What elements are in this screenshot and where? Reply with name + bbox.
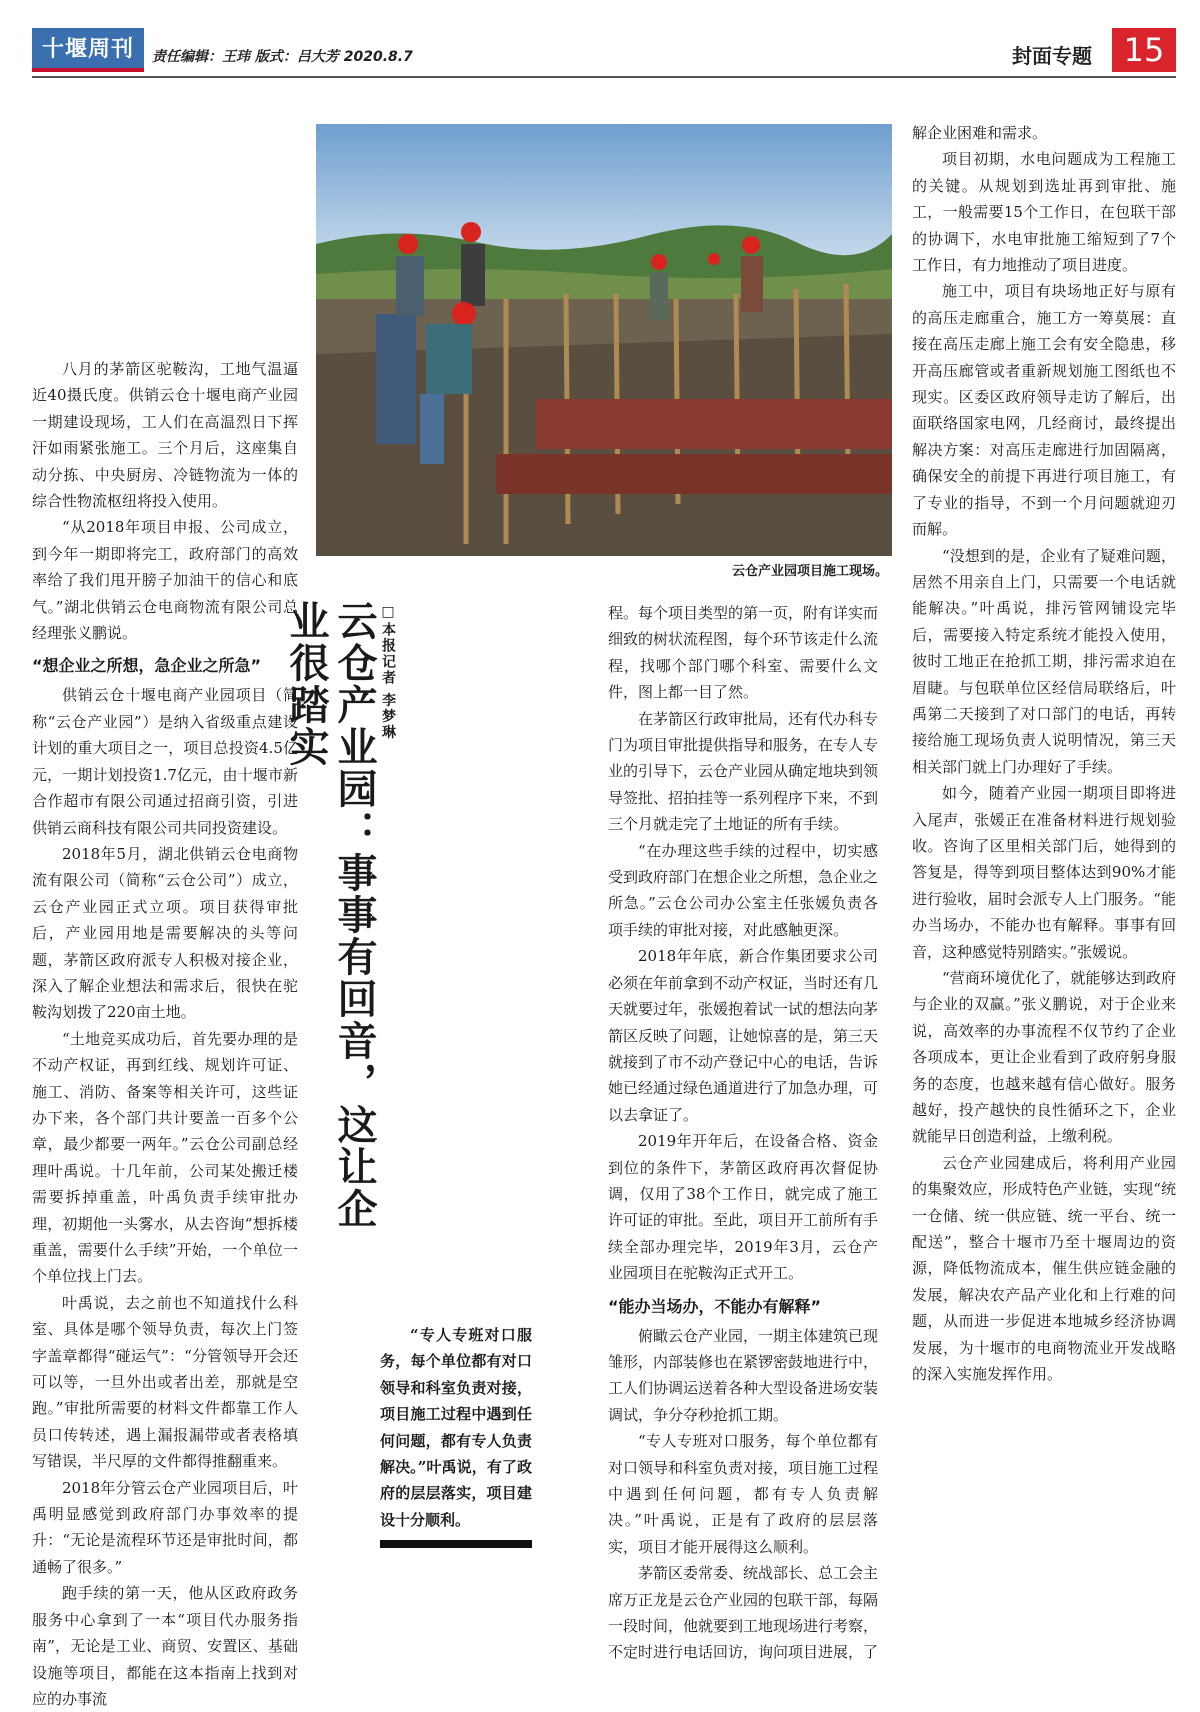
paragraph: “在办理这些手续的过程中，切实感受到政府部门在想企业之所想，急企业之所急。”云仓公司办公室主任张媛负责各项手续的审批对接，对此感触更深。 (608, 841, 879, 939)
paragraph: 供销云仓十堰电商产业园项目（简称“云仓产业园”）是纳入省级重点建设计划的重大项目之一，项目总投资4.5亿元，一期计划投资1.7亿元，由十堰市新合作超市有限公司通过招商引资，引进供销云商科技有限公司共同投资建设。 (32, 686, 298, 837)
pull-quote-bar (380, 1540, 532, 1548)
paragraph: “专人专班对口服务，每个单位都有对口领导和科室负责对接，项目施工过程中遇到任何问题，都有专人负责解决。”叶禹说，正是有了政府的层层落实，项目才能开展得这么顺利。 (608, 1432, 879, 1556)
article-column-3 (608, 600, 878, 1666)
paragraph: “营商环境优化了，就能够达到政府与企业的双赢。”张义鹏说，对于企业来说，高效率的办事流程不仅节约了企业各项成本，更让企业看到了政府躬身服务的态度，也越来越有信心做好。服务越好，投产越快的良性循环之下，企业就能早日创造利益，上缴利税。 (912, 969, 1176, 1146)
paragraph: 叶禹说，去之前也不知道找什么科室、具体是哪个领导负责，每次上门签字盖章都得“碰运气”：“分管领导开会还可以等，一旦外出或者出差，那就是空跑。”审批所需要的材料文件都靠工作人员口传转述，遇上漏报漏带或者表格填写错误，半尺厚的文件都得推翻重来。 (32, 1293, 298, 1471)
paragraph: 茅箭区委常委、统战部长、总工会主席万正龙是云仓产业园的包联干部，每隔一段时间，他就要到工地现场进行考察，不定时进行电话回访，询问项目进展，了 (608, 1564, 879, 1662)
paragraph: 程。每个项目类型的第一页，附有详实而细致的树状流程图，每个环节该走什么流程，找哪个部门哪个科室、需要什么文件，图上都一目了然。 (608, 604, 879, 702)
article-column-1 (32, 356, 298, 1712)
paragraph: 俯瞰云仓产业园，一期主体建筑已现雏形，内部装修也在紧锣密鼓地进行中，工人们协调运送着各种大型设备进场安装调试，争分夺秒抢抓工期。 (608, 1326, 879, 1424)
section-title: 封面专题 (1012, 44, 1092, 68)
paragraph: 项目初期，水电问题成为工程施工的关键。从规划到选址再到审批、施工，一般需要15个工作日，在包联干部的协调下，水电审批施工缩短到了7个工作日，有力地推动了项目进度。 (912, 150, 1176, 275)
subheading: “想企业之所想，急企业之所急” (32, 656, 262, 676)
paragraph: 2018年分管云仓产业园项目后，叶禹明显感觉到政府部门办事效率的提升：“无论是流程环节还是审批时间，都通畅了很多。” (32, 1478, 298, 1576)
headline: 云仓产业园：事事有回音，这让企业很踏实 (283, 600, 377, 1230)
paragraph: “土地竞买成功后，首先要办理的是不动产权证，再到红线、规划许可证、施工、消防、备案等相关许可，这些证办下来，各个部门共计要盖一百多个公章，最少都要一两年。”云仓公司副总经理叶禹说。十几年前，公司某处搬迁楼需要拆掉重盖，叶禹负责手续审批办理，初期他一头雾水，从去咨询“想拆楼重盖，需要什么手续”开始，一个单位一个单位找上门去。 (32, 1029, 298, 1286)
paragraph: 跑手续的第一天，他从区政府政务服务中心拿到了一本“项目代办服务指南”，无论是工业、商贸、安置区、基础设施等项目，都能在这本指南上找到对应的办事流 (32, 1584, 298, 1708)
paragraph: 解企业困难和需求。 (912, 124, 1048, 142)
paragraph: 在茅箭区行政审批局，还有代办科专门为项目审批提供指导和服务，在专人专业的引导下，云仓产业园从确定地块到领导签批、招拍挂等一系列程序下来，不到三个月就走完了土地证的所有手续。 (608, 709, 879, 834)
page-number: 15 (1112, 28, 1176, 72)
paragraph: 八月的茅箭区驼鞍沟，工地气温逼近40摄氏度。供销云仓十堰电商产业园一期建设现场，工人们在高温烈日下挥汗如雨紧张施工。三个月后，这座集自动分拣、中央厨房、冷链物流为一体的综合性物流枢纽将投入使用。 (32, 360, 298, 511)
paragraph: “没想到的是，企业有了疑难问题，居然不用亲自上门，只需要一个电话就能解决。”叶禹说，排污管网铺设完毕后，需要接入特定系统才能投入使用，彼时工地正在抢抓工期，排污需求迫在眉睫。与包联单位区经信局联络后，叶禹第二天接到了对口部门的电话，再转接给施工现场负责人说明情况，第三天相关部门就上门办理好了手续。 (912, 546, 1176, 776)
construction-site-photo (316, 124, 892, 556)
byline: □本报记者 李梦琳 (380, 604, 396, 741)
paragraph: 2018年年底，新合作集团要求公司必须在年前拿到不动产权证，当时还有几天就要过年，张媛抱着试一试的想法向茅箭区反映了问题，让她惊喜的是，第三天就接到了市不动产登记中心的电话，告诉她已经通过绿色通道进行了加急办理，可以去拿证了。 (608, 947, 879, 1124)
paragraph: 2019年开年后，在设备合格、资金到位的条件下，茅箭区政府再次督促协调，仅用了38个工作日，就完成了施工许可证的审批。至此，项目开工前所有手续全部办理完毕，2019年3月，云仓产业园项目在驼鞍沟正式开工。 (608, 1132, 879, 1283)
pull-quote (380, 1322, 532, 1533)
photo-caption: 云仓产业园项目施工现场。 (731, 564, 888, 579)
pull-quote-text: “专人专班对口服务，每个单位都有对口领导和科室负责对接，项目施工过程中遇到任何问题，都有专人负责解决。”叶禹说，有了政府的层层落实，项目建设十分顺利。 (380, 1326, 532, 1529)
editor-info: 责任编辑：王玮 版式：吕大芳 2020.8.7 (152, 49, 413, 65)
subheading: “能办当场办，不能办有解释” (608, 1296, 822, 1316)
paragraph: 云仓产业园建成后，将利用产业园的集聚效应，形成特色产业链，实现“统一仓储、统一供应链、统一平台、统一配送”，整合十堰市乃至十堰周边的资源，降低物流成本，催生供应链金融的发展，解决农产品产业化和上行难的问题，从而进一步促进本地城乡经济协调发展，为十堰市的电商物流业开发战略的深入实施发挥作用。 (912, 1153, 1176, 1384)
paragraph: 如今，随着产业园一期项目即将进入尾声，张媛正在准备材料进行规划验收。咨询了区里相关部门后，她得到的答复是，得等到项目整体达到90%才能进行验收，届时会派专人上门服务。“能办当场办，不能办也有解释。事事有回音，这种感觉特别踏实。”张媛说。 (912, 784, 1176, 961)
article-column-4 (912, 120, 1176, 1388)
newspaper-logo: 十堰周刊 (32, 28, 144, 72)
paragraph: 施工中，项目有块场地正好与原有的高压走廊重合，施工方一筹莫展：直接在高压走廊上施工会有安全隐患，移开高压廊管或者重新规划施工图纸也不现实。区委区政府领导走访了解后，出面联络国家电网，几经商讨，最终提出解决方案：对高压走廊进行加固隔离，确保安全的前提下再进行项目施工，有了专业的指导，不到一个月问题就迎刃而解。 (912, 282, 1176, 539)
photo-illustration (316, 124, 892, 556)
paragraph: “从2018年项目申报、公司成立，到今年一期即将完工，政府部门的高效率给了我们甩开膀子加油干的信心和底气。”湖北供销云仓电商物流有限公司总经理张义鹏说。 (32, 518, 298, 643)
header-rule (32, 76, 1176, 78)
paragraph: 2018年5月，湖北供销云仓电商物流有限公司（简称“云仓公司”）成立，云仓产业园正式立项。项目获得审批后，产业园用地是需要解决的头等问题，茅箭区政府派专人积极对接企业，深入了解企业想法和需求后，很快在驼鞍沟划拨了220亩土地。 (32, 844, 298, 1022)
